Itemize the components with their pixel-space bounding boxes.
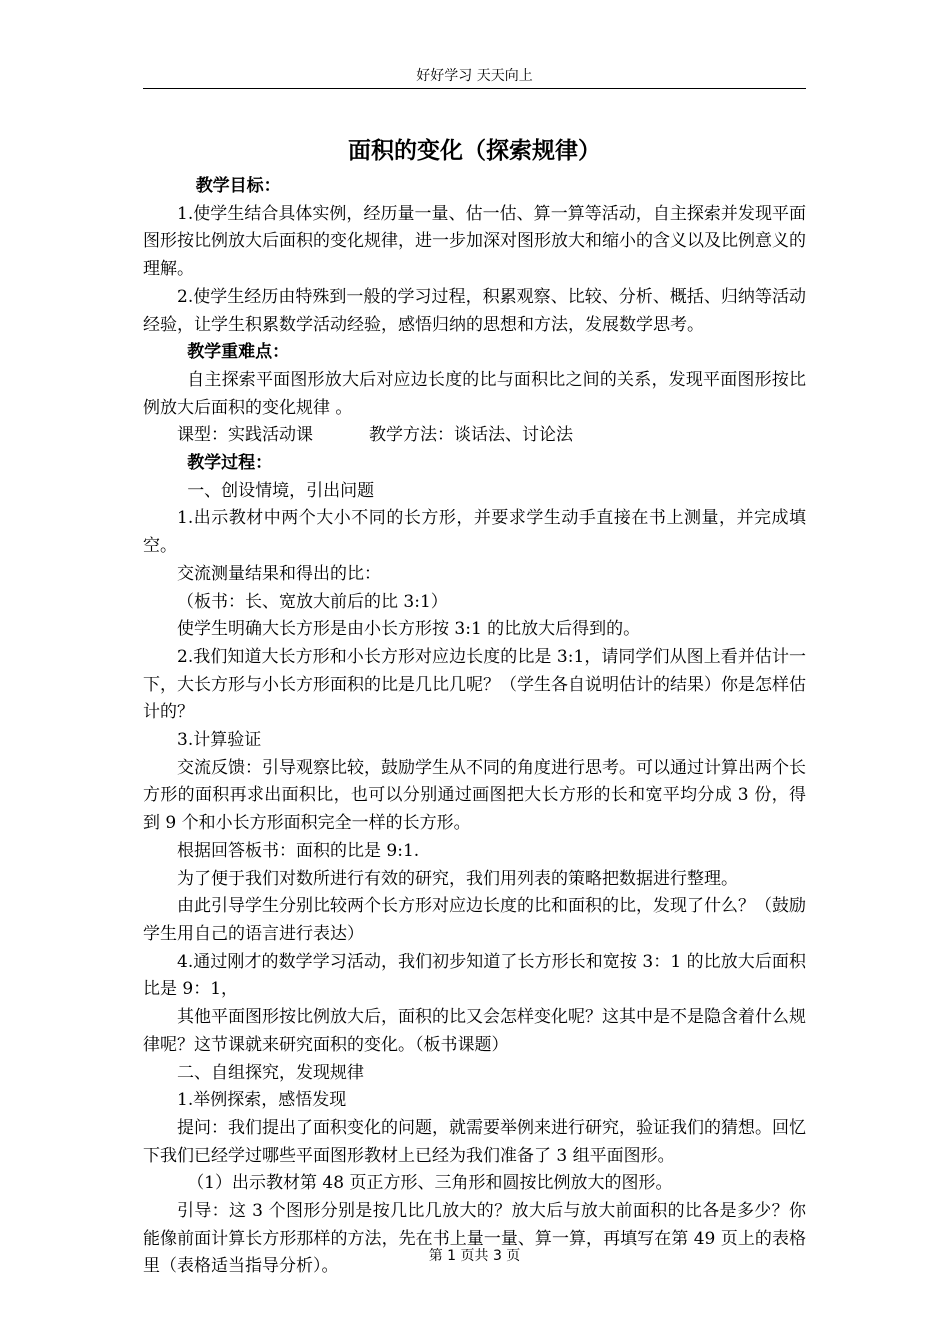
document-title: 面积的变化（探索规律） — [348, 138, 601, 164]
paragraph-p1: 1.出示教材中两个大小不同的长方形，并要求学生动手直接在书上测量，并完成填空。 — [143, 508, 806, 557]
paragraph-p11: 4.通过刚才的数学学习活动，我们初步知道了长方形长和宽按 3：1 的比放大后面积比是 9：1， — [143, 951, 806, 1000]
paragraph-goal-1: 1.使学生结合具体实例，经历量一量、估一估、算一算等活动，自主探索并发现平面图形按比例放大后面积的变化规律，进一步加深对图形放大和缩小的含义以及比例意义的理解。 — [143, 203, 806, 280]
paragraph-goal-2: 2.使学生经历由特殊到一般的学习过程，积累观察、比较、分析、概括、归纳等活动经验，让学生积累数学活动经验，感悟归纳的思想和方法，发展数学思考。 — [143, 286, 806, 335]
page-header: 好好学习 天天向上 — [416, 68, 533, 84]
paragraph-p7: 交流反馈：引导观察比较，鼓励学生从不同的角度进行思考。可以通过计算出两个长方形的面积再求出面积比，也可以分别通过画图把大长方形的长和宽平均分成 3 份，得到 9 个和小长方形面积完全一样的长方形。 — [143, 757, 806, 834]
paragraph-p3: （板书：长、宽放大前后的比 3:1） — [177, 591, 448, 612]
document-body — [143, 173, 806, 1281]
header-divider — [143, 88, 806, 89]
paragraph-p5: 2.我们知道大长方形和小长方形对应边长度的比是 3:1，请同学们从图上看并估计一下，大长方形与小长方形面积的比是几比几呢？（学生各自说明估计的结果）你是怎样估计的？ — [143, 646, 806, 723]
paragraph-p15: （1）出示教材第 48 页正方形、三角形和圆按比例放大的图形。 — [187, 1173, 673, 1194]
paragraph-p8: 根据回答板书：面积的比是 9:1. — [177, 840, 420, 861]
lesson-meta — [143, 422, 806, 450]
paragraph-p6: 3.计算验证 — [177, 730, 262, 751]
paragraph-p9: 为了便于我们对数所进行有效的研究，我们用列表的策略把数据进行整理。 — [177, 868, 738, 889]
paragraph-p13: 1.举例探索，感悟发现 — [177, 1090, 347, 1111]
part-heading-1: 一、创设情境，引出问题 — [187, 480, 375, 501]
section-heading-key-points: 教学重难点： — [187, 342, 290, 363]
paragraph-p16: 引导：这 3 个图形分别是按几比几放大的？放大后与放大前面积的比各是多少？你能像前面计算长方形那样的方法，先在书上量一量、算一算，再填写在第 49 页上的表格里（表格适当指导分析）。 — [143, 1201, 806, 1277]
paragraph-p10: 由此引导学生分别比较两个长方形对应边长度的比和面积的比，发现了什么？（鼓励学生用自己的语言进行表达） — [143, 896, 806, 944]
lesson-type: 课型：实践活动课 — [177, 425, 313, 446]
paragraph-p2: 交流测量结果和得出的比： — [177, 563, 381, 584]
paragraph-p12: 其他平面图形按比例放大后，面积的比又会怎样变化呢？这其中是不是隐含着什么规律呢？这节课就来研究面积的变化。（板书课题） — [143, 1007, 806, 1055]
page-footer: 第 1 页共 3 页 — [428, 1248, 521, 1264]
paragraph-key-points: 自主探索平面图形放大后对应边长度的比与面积比之间的关系，发现平面图形按比例放大后面积的变化规律 。 — [143, 369, 806, 418]
paragraph-p14: 提问：我们提出了面积变化的问题，就需要举例来进行研究，验证我们的猜想。回忆下我们已经学过哪些平面图形教材上已经为我们准备了 3 组平面图形。 — [143, 1117, 806, 1166]
section-heading-process: 教学过程： — [187, 453, 273, 474]
teaching-method: 教学方法：谈话法、讨论法 — [369, 425, 573, 446]
section-heading-goals: 教学目标： — [195, 176, 281, 196]
part-heading-2: 二、自组探究，发现规律 — [177, 1062, 364, 1083]
paragraph-p4: 使学生明确大长方形是由小长方形按 3:1 的比放大后得到的。 — [177, 619, 641, 640]
